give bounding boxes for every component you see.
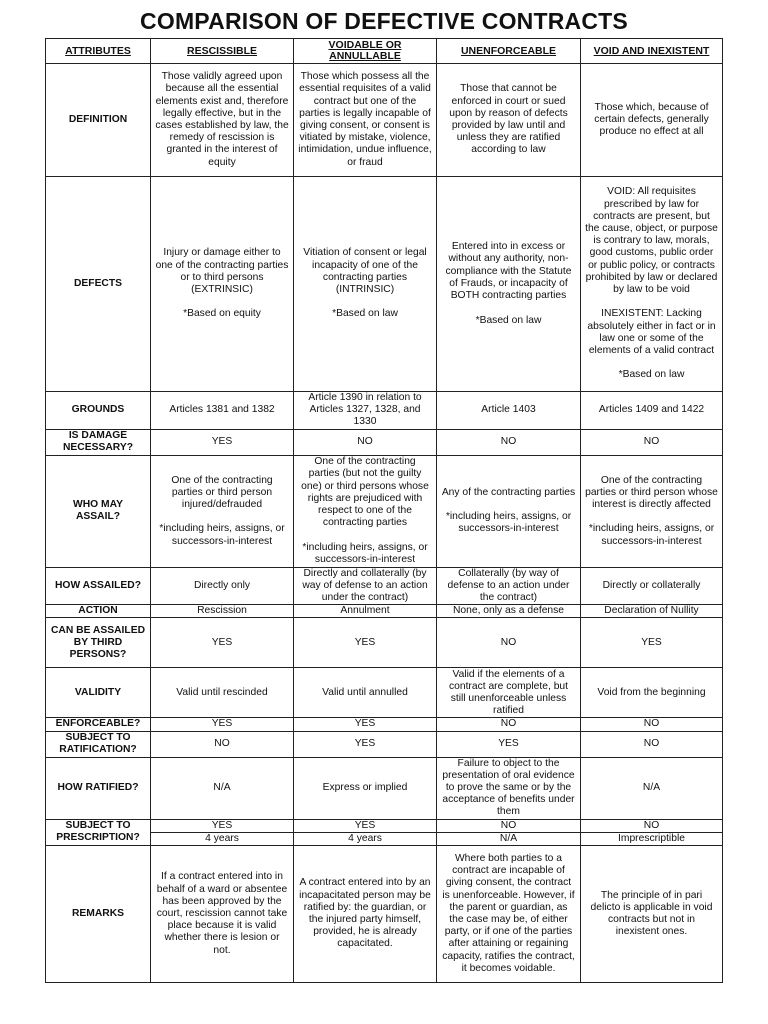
row-label: WHO MAY ASSAIL? — [46, 455, 151, 567]
comparison-table — [45, 38, 723, 983]
table-cell: YES — [294, 731, 437, 757]
table-cell: Valid until rescinded — [151, 668, 294, 718]
table-cell: YES — [581, 618, 723, 668]
table-cell: Article 1390 in relation to Articles 1327, 1328, and 1330 — [294, 392, 437, 430]
table-cell: Entered into in excess or without any authority, non-compliance with the Statute of Frauds, or incapacity of BOTH contracting parties *Based on law — [437, 177, 581, 392]
header-attributes: ATTRIBUTES — [46, 39, 151, 64]
table-cell: YES — [437, 731, 581, 757]
table-cell: Declaration of Nullity — [581, 605, 723, 618]
table-cell: N/A — [151, 757, 294, 819]
table-row-how-assailed — [46, 567, 723, 605]
table-cell: Express or implied — [294, 757, 437, 819]
row-label: IS DAMAGE NECESSARY? — [46, 429, 151, 455]
table-cell: Where both parties to a contract are incapable of giving consent, the contract is unenforceable. However, if the parent or guardian, as the case may be, of either party, or if one of the parties after attaining or regaining capacity, ratifies the contract, it becomes voidable. — [437, 846, 581, 983]
table-cell: NO — [437, 429, 581, 455]
row-label: SUBJECT TO RATIFICATION? — [46, 731, 151, 757]
table-cell: Directly only — [151, 567, 294, 605]
table-cell: NO — [294, 429, 437, 455]
table-header-row — [46, 39, 723, 64]
table-cell: Those which, because of certain defects, generally produce no effect at all — [581, 64, 723, 177]
table-cell: NO — [437, 819, 581, 832]
row-label: DEFINITION — [46, 64, 151, 177]
table-cell: Directly and collaterally (by way of defense to an action under the contract) — [294, 567, 437, 605]
row-label: VALIDITY — [46, 668, 151, 718]
table-cell: NO — [581, 718, 723, 731]
table-cell: NO — [581, 731, 723, 757]
table-cell: 4 years — [151, 832, 294, 845]
table-cell: YES — [151, 429, 294, 455]
table-cell: YES — [151, 819, 294, 832]
table-cell: One of the contracting parties or third person injured/defrauded *including heirs, assigns, or successors-in-interest — [151, 455, 294, 567]
table-cell: A contract entered into by an incapacitated person may be ratified by: the guardian, or the injured party himself, provided, he is already capacitated. — [294, 846, 437, 983]
table-cell: Annulment — [294, 605, 437, 618]
table-row-remarks — [46, 846, 723, 983]
table-cell: YES — [151, 718, 294, 731]
table-row-validity — [46, 668, 723, 718]
header-unenforceable: UNENFORCEABLE — [437, 39, 581, 64]
row-label: SUBJECT TO PRESCRIPTION? — [46, 819, 151, 845]
table-cell: The principle of in pari delicto is applicable in void contracts but not in inexistent ones. — [581, 846, 723, 983]
table-cell: Imprescriptible — [581, 832, 723, 845]
header-rescissible: RESCISSIBLE — [151, 39, 294, 64]
table-row-prescription — [46, 819, 723, 832]
table-cell: Those validly agreed upon because all the essential elements exist and, therefore legally effective, but in the cases established by law, the remedy of rescission is granted in the interest of equity — [151, 64, 294, 177]
table-row-third-persons — [46, 618, 723, 668]
table-cell: Directly or collaterally — [581, 567, 723, 605]
table-cell: One of the contracting parties (but not the guilty one) or third persons whose rights are prejudiced with respect to one of the contracting parties *including heirs, assigns, or successors-in-interest — [294, 455, 437, 567]
row-label: HOW ASSAILED? — [46, 567, 151, 605]
table-cell: Failure to object to the presentation of oral evidence to prove the same or by the acceptance of benefits under them — [437, 757, 581, 819]
table-cell: YES — [294, 618, 437, 668]
row-label: REMARKS — [46, 846, 151, 983]
table-row-ratification — [46, 731, 723, 757]
table-row-enforceable — [46, 718, 723, 731]
page-title: COMPARISON OF DEFECTIVE CONTRACTS — [140, 8, 628, 34]
table-row-who-may-assail — [46, 455, 723, 567]
table-cell: Those which possess all the essential requisites of a valid contract but one of the parties is legally incapable of giving consent, or consent is vitiated by mistake, violence, intimidation, undue influence, or fraud — [294, 64, 437, 177]
row-label: GROUNDS — [46, 392, 151, 430]
table-cell: YES — [294, 718, 437, 731]
table-cell: Articles 1381 and 1382 — [151, 392, 294, 430]
table-cell: N/A — [437, 832, 581, 845]
table-cell: None, only as a defense — [437, 605, 581, 618]
table-cell: Articles 1409 and 1422 — [581, 392, 723, 430]
table-cell: YES — [294, 819, 437, 832]
header-void-inexistent: VOID AND INEXISTENT — [581, 39, 723, 64]
table-row-action — [46, 605, 723, 618]
table-cell: Valid until annulled — [294, 668, 437, 718]
table-cell: Injury or damage either to one of the contracting parties or to third persons (EXTRINSIC) *Based on equity — [151, 177, 294, 392]
table-cell: Void from the beginning — [581, 668, 723, 718]
row-label: CAN BE ASSAILED BY THIRD PERSONS? — [46, 618, 151, 668]
row-label: ENFORCEABLE? — [46, 718, 151, 731]
table-cell: Any of the contracting parties *including heirs, assigns, or successors-in-interest — [437, 455, 581, 567]
table-cell: NO — [437, 618, 581, 668]
table-cell: Collaterally (by way of defense to an action under the contract) — [437, 567, 581, 605]
table-cell: NO — [581, 429, 723, 455]
table-row-damage — [46, 429, 723, 455]
table-cell: N/A — [581, 757, 723, 819]
table-cell: Rescission — [151, 605, 294, 618]
table-cell: One of the contracting parties or third person whose interest is directly affected *including heirs, assigns, or successors-in-interest — [581, 455, 723, 567]
table-cell: NO — [581, 819, 723, 832]
table-row-how-ratified — [46, 757, 723, 819]
table-cell: NO — [151, 731, 294, 757]
header-voidable: VOIDABLE OR ANNULLABLE — [294, 39, 437, 64]
table-row-definition — [46, 64, 723, 177]
row-label: ACTION — [46, 605, 151, 618]
row-label: DEFECTS — [46, 177, 151, 392]
table-cell: 4 years — [294, 832, 437, 845]
row-label: HOW RATIFIED? — [46, 757, 151, 819]
table-cell: If a contract entered into in behalf of a ward or absentee has been approved by the court, rescission cannot take place because it is valid whether there is lesion or not. — [151, 846, 294, 983]
table-cell: YES — [151, 618, 294, 668]
table-row-grounds — [46, 392, 723, 430]
table-cell: VOID: All requisites prescribed by law for contracts are present, but the cause, object, or purpose is contrary to law, morals, good customs, public order or public policy, or contracts prohibited by law or declared by law to be void INEXISTENT: Lacking absolutely either in fact or in law one or some of the elements of a valid contract *Based on law — [581, 177, 723, 392]
table-cell: Those that cannot be enforced in court or sued upon by reason of defects provided by law until and unless they are ratified according to law — [437, 64, 581, 177]
table-cell: Vitiation of consent or legal incapacity of one of the contracting parties (INTRINSIC) *Based on law — [294, 177, 437, 392]
table-cell: Article 1403 — [437, 392, 581, 430]
table-row-defects — [46, 177, 723, 392]
table-cell: NO — [437, 718, 581, 731]
table-cell: Valid if the elements of a contract are complete, but still unenforceable unless ratified — [437, 668, 581, 718]
